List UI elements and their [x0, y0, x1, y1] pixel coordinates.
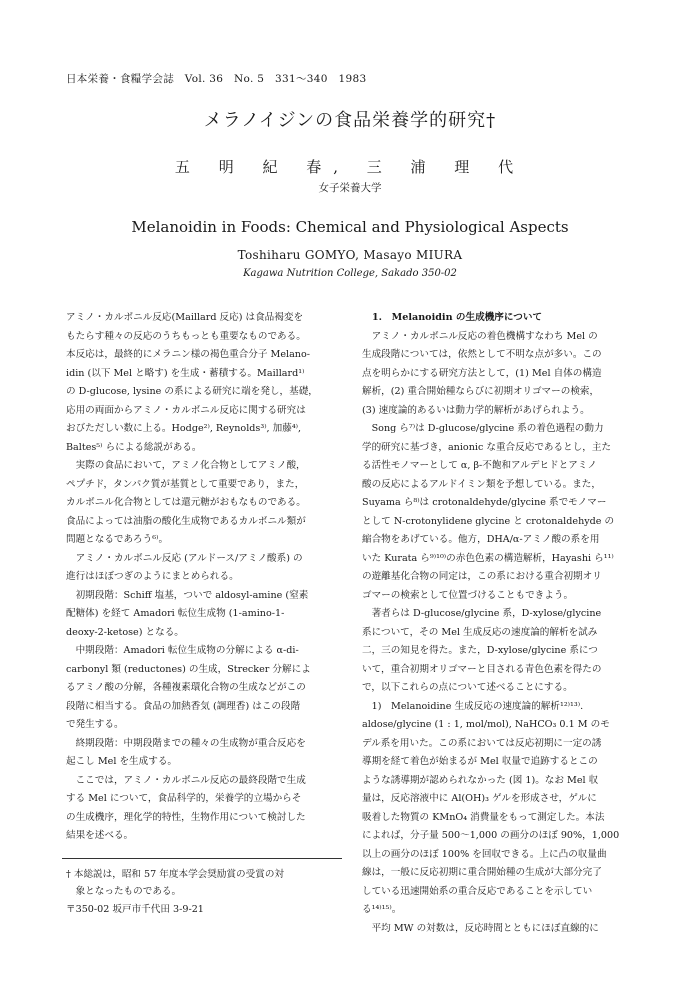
body-text-line: 以上の画分のほぼ 100% を回収できる。上に凸の収量曲	[362, 848, 607, 860]
body-text-line: で発生する。	[66, 719, 124, 730]
body-text-line: している迅速開始系の重合反応であることを示してい	[362, 885, 593, 897]
body-text-line: の D-glucose, lysine の系による研究に端を発し，基礎，	[66, 386, 318, 397]
body-text-line: るアミノ酸の分解，各種複素環化合物の生成などがこの	[66, 682, 306, 693]
body-text-line: deoxy-2-ketose) となる。	[66, 626, 184, 638]
body-text-line: 食品によっては油脂の酸化生成物であるカルボニル類が	[66, 515, 306, 527]
body-text-line: idin (以下 Mel と略す) を生成・蓄積する。Maillard¹⁾	[66, 367, 305, 379]
body-text-line: ゴマーの検索として位置づけることもできよう。	[362, 589, 574, 601]
body-text-line: 酸の反応によるアルドイミン類を予想している。また，	[362, 478, 601, 490]
body-text-line: Suyama ら⁸⁾は crotonaldehyde/glycine 系でモノマー	[362, 497, 607, 508]
body-text-line: ような誘導期が認められなかった (図 1)。なお Mel 収	[362, 774, 599, 786]
body-text-line: の生成機序，理化学的特性，生物作用について検討した	[66, 811, 306, 823]
footnote-rule	[62, 858, 342, 859]
body-text-line: 二，三の知見を得た。また，D-xylose/glycine 系につ	[362, 645, 598, 656]
body-text-line: aldose/glycine (1 : 1, mol/mol), NaHCO₃ 0.1 M のモ	[362, 719, 610, 730]
body-text-line: 平均 MW の対数は，反応時間とともにほぼ直線的に	[362, 922, 599, 934]
body-text-line: 点を明らかにする研究方法として，(1) Mel 自体の構造	[362, 367, 602, 379]
body-text-line: carbonyl 類 (reductones) の生成，Strecker 分解によ	[66, 663, 311, 675]
title-japanese: メラノイジンの食品栄養学的研究†	[203, 110, 497, 131]
body-text-line: 1) Melanoidine 生成反応の速度論的解析¹²⁾¹³⁾.	[362, 700, 584, 712]
body-text-line: する Mel について，食品科学的，栄養学的立場からそ	[66, 793, 302, 804]
body-text-line: いた Kurata ら⁹⁾¹⁰⁾の赤色色素の構造解析，Hayashi ら¹¹⁾	[362, 552, 614, 564]
authors-english: Toshiharu GOMYO, Masayo MIURA	[237, 248, 463, 262]
body-text-line: 生成段階については，依然として不明な点が多い。この	[362, 349, 602, 360]
body-text-line: 配糖体) を経て Amadori 転位生成物 (1-amino-1-	[66, 608, 285, 619]
body-text-line: いて，重合初期オリゴマーと目される青色色素を得たの	[362, 663, 602, 675]
body-text-line: ペプチド，タンパク質が基質として重要であり，また，	[66, 478, 305, 490]
affiliation-english: Kagawa Nutrition College, Sakado 350-02	[243, 268, 457, 279]
footnote-address: 〒350-02 坂戸市千代田 3-9-21	[66, 904, 204, 915]
body-text-line: Baltes⁵⁾ らによる総説がある。	[66, 441, 202, 453]
body-text-line: 実際の食品において，アミノ化合物としてアミノ酸，	[66, 460, 306, 471]
body-text-line: 縮合物をあげている。他方，DHA/α-アミノ酸の系を用	[362, 534, 600, 545]
left-column	[66, 309, 344, 846]
body-text-line: Song ら⁷⁾は D-glucose/glycine 系の着色過程の動力	[362, 423, 604, 434]
body-text-line: 終期段階：中期段階までの種々の生成物が重合反応を	[66, 737, 306, 749]
body-text-line: 進行はほぼつぎのようにまとめられる。	[66, 571, 239, 582]
body-text-line: 線は，一般に反応初期に重合開始種の生成が大部分完了	[362, 867, 602, 878]
journal-header: 日本栄養・食糧学会誌 Vol. 36 No. 5 331～340 1983	[66, 73, 367, 85]
title-english: Melanoidin in Foods: Chemical and Physiological Aspects	[131, 218, 569, 236]
body-text-line: 初期段階：Schiff 塩基，ついで aldosyl-amine (窒素	[66, 589, 309, 601]
body-text-line: もたらす種々の反応のうちもっとも重要なものである。	[66, 330, 306, 342]
body-text-line: 結果を述べる。	[66, 830, 134, 841]
body-text-line: ここでは，アミノ・カルボニル反応の最終段階で生成	[66, 774, 306, 786]
body-text-line: 系について，その Mel 生成反応の速度論的解析を試み	[362, 626, 598, 638]
body-text-line: 学的研究に基づき，anionic な重合反応であるとし，主た	[362, 441, 612, 453]
footnote-line-2: 象となったものである。	[66, 886, 182, 897]
body-text-line: る活性モノマーとして α, β-不飽和アルデヒドとアミノ	[362, 460, 597, 471]
body-text-line: アミノ・カルボニル反応(Maillard 反応) は食品褐変を	[66, 312, 304, 323]
authors-japanese: 五 明 紀 春, 三 浦 理 代	[174, 158, 526, 176]
section-heading: 1. Melanoidin の生成機序について	[372, 312, 543, 323]
body-text-line: る¹⁴⁾¹⁵⁾。	[362, 904, 402, 915]
body-text-line: として N-crotonylidene glycine と crotonaldehyde の	[362, 515, 615, 527]
body-text-line: 応用の両面からアミノ・カルボニル反応に関する研究は	[66, 404, 306, 416]
body-text-line: デル系を用いた。この系においては反応初期に一定の誘	[362, 737, 602, 749]
body-text-line: (3) 速度論的あるいは動力学的解析があげられよう。	[362, 404, 590, 416]
body-text-line: 導期を経て着色が始まるが Mel 収量で追跡するとこの	[362, 756, 598, 767]
body-text-line: アミノ・カルボニル反応の着色機構すなわち Mel の	[362, 330, 598, 342]
body-text-line: カルボニル化合物としては還元糖がおもなものである。	[66, 497, 306, 508]
body-text-line: アミノ・カルボニル反応 (アルドース/アミノ酸系) の	[66, 552, 303, 564]
right-column	[362, 309, 642, 938]
body-text-line: で，以下これらの点について述べることにする。	[362, 682, 573, 693]
body-text-line: 段階に相当する。食品の加熱香気 (調理香) はこの段階	[66, 700, 301, 712]
affiliation-japanese: 女子栄養大学	[318, 182, 382, 194]
body-text-line: 本反応は，最終的にメラニン様の褐色重合分子 Melano-	[66, 349, 311, 360]
body-text-line: 著者らは D-glucose/glycine 系，D-xylose/glycine	[362, 608, 602, 619]
body-text-line: の遊離基化合物の同定は，この系における重合初期オリ	[362, 571, 602, 582]
body-text-line: によれば，分子量 500～1,000 の画分のほぼ 90%，1,000	[362, 830, 620, 841]
body-text-line: 解析，(2) 重合開始種ならびに初期オリゴマーの検索，	[362, 386, 600, 397]
body-text-line: 吸着した物質の KMnO₄ 消費量をもって測定した。本法	[362, 811, 605, 823]
body-text-line: 量は，反応溶液中に Al(OH)₃ ゲルを形成させ，ゲルに	[362, 793, 597, 804]
body-text-line: 中期段階：Amadori 転位生成物の分解による α-di-	[66, 645, 299, 656]
body-text-line: 起こし Mel を生成する。	[66, 756, 178, 767]
footnote-line-1: † 本総説は，昭和 57 年度本学会奨励賞の受賞の対	[66, 869, 285, 880]
body-text-line: おびただしい数に上る。Hodge²⁾, Reynolds³⁾, 加藤⁴⁾,	[66, 423, 302, 434]
body-text-line: 問題となるであろう⁶⁾。	[66, 534, 169, 545]
